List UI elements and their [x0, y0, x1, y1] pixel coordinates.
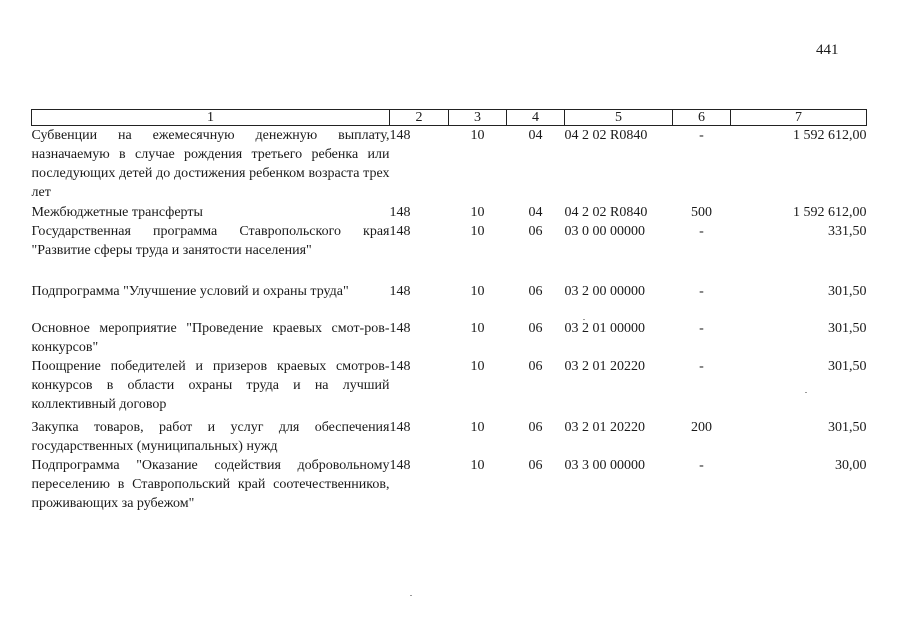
row-ministry-code: 148	[389, 204, 411, 220]
row-section: 10	[470, 320, 485, 336]
row-name: Субвенции на ежемесячную денежную выплату, назначаемую в случае рождения третьего ребенка или последующих детей до достижения ребенком возраста трех лет	[31, 128, 390, 200]
row-target-article: 03 2 01 20220	[564, 419, 645, 435]
table-row	[32, 126, 867, 203]
row-subsection: 06	[528, 358, 543, 374]
row-expense-type: -	[699, 128, 704, 143]
row-expense-type: -	[699, 320, 704, 336]
table-row	[32, 418, 867, 456]
row-section: 10	[470, 128, 485, 143]
row-name: Подпрограмма "Улучшение условий и охраны труда"	[31, 283, 349, 299]
row-target-article: 03 3 00 00000	[564, 457, 645, 473]
table-row	[32, 282, 867, 319]
header-row	[32, 110, 867, 126]
row-name: Основное мероприятие "Проведение краевых смот-ров-конкурсов"	[31, 320, 390, 355]
row-expense-type: -	[699, 358, 704, 374]
row-amount: 301,50	[828, 358, 867, 374]
row-name: Подпрограмма "Оказание содействия добровольному переселению в Ставропольский край соотечественников, проживающих за рубежом"	[31, 457, 390, 511]
row-subsection: 06	[528, 457, 543, 473]
row-expense-type: 200	[691, 419, 712, 435]
row-expense-type: -	[699, 457, 704, 473]
column-header-2: 2	[390, 110, 449, 126]
row-target-article: 03 2 01 20220	[564, 358, 645, 374]
row-target-article: 03 2 00 00000	[564, 283, 645, 299]
row-subsection: 06	[528, 419, 543, 435]
budget-table	[31, 109, 867, 513]
column-header-4: 4	[507, 110, 565, 126]
row-ministry-code: 148	[389, 358, 411, 374]
row-section: 10	[470, 223, 485, 239]
row-amount: 301,50	[828, 320, 867, 336]
row-ministry-code: 148	[389, 223, 411, 239]
row-subsection: 04	[528, 128, 543, 143]
table-row	[32, 222, 867, 282]
column-header-5: 5	[565, 110, 673, 126]
column-header-1: 1	[32, 110, 390, 126]
scan-speck	[410, 595, 412, 596]
row-amount: 30,00	[835, 457, 867, 473]
column-header-3: 3	[449, 110, 507, 126]
row-ministry-code: 148	[389, 283, 411, 299]
row-section: 10	[470, 419, 485, 435]
row-target-article: 03 2 01 00000	[564, 320, 645, 336]
row-expense-type: -	[699, 223, 704, 239]
row-section: 10	[470, 204, 485, 220]
row-section: 10	[470, 457, 485, 473]
table-row	[32, 357, 867, 418]
row-subsection: 06	[528, 223, 543, 239]
column-header-7: 7	[731, 110, 867, 126]
row-ministry-code: 148	[389, 320, 411, 336]
row-name: Государственная программа Ставропольского края "Развитие сферы труда и занятости населения"	[31, 223, 390, 258]
row-target-article: 04 2 02 R0840	[564, 204, 648, 220]
row-section: 10	[470, 358, 485, 374]
row-expense-type: -	[699, 283, 704, 299]
column-header-6: 6	[673, 110, 731, 126]
table-row	[32, 319, 867, 357]
row-amount: 331,50	[828, 223, 867, 239]
scan-speck	[583, 319, 585, 320]
row-amount: 301,50	[828, 419, 867, 435]
row-amount: 1 592 612,00	[793, 128, 867, 143]
row-name: Закупка товаров, работ и услуг для обеспечения государственных (муниципальных) нужд	[31, 419, 390, 454]
row-subsection: 06	[528, 283, 543, 299]
scan-speck	[805, 392, 807, 393]
row-ministry-code: 148	[389, 419, 411, 435]
table-row	[32, 203, 867, 222]
row-target-article: 04 2 02 R0840	[564, 128, 648, 143]
row-amount: 301,50	[828, 283, 867, 299]
row-ministry-code: 148	[389, 128, 411, 143]
row-name: Межбюджетные трансферты	[31, 204, 203, 220]
page-number: 441	[816, 42, 839, 58]
row-expense-type: 500	[691, 204, 712, 220]
table-row	[32, 456, 867, 513]
row-amount: 1 592 612,00	[793, 204, 867, 220]
row-ministry-code: 148	[389, 457, 411, 473]
row-target-article: 03 0 00 00000	[564, 223, 645, 239]
row-section: 10	[470, 283, 485, 299]
row-subsection: 06	[528, 320, 543, 336]
row-name: Поощрение победителей и призеров краевых смотров-конкурсов в области охраны труда и на лучший коллективный договор	[31, 358, 390, 412]
row-subsection: 04	[528, 204, 543, 220]
